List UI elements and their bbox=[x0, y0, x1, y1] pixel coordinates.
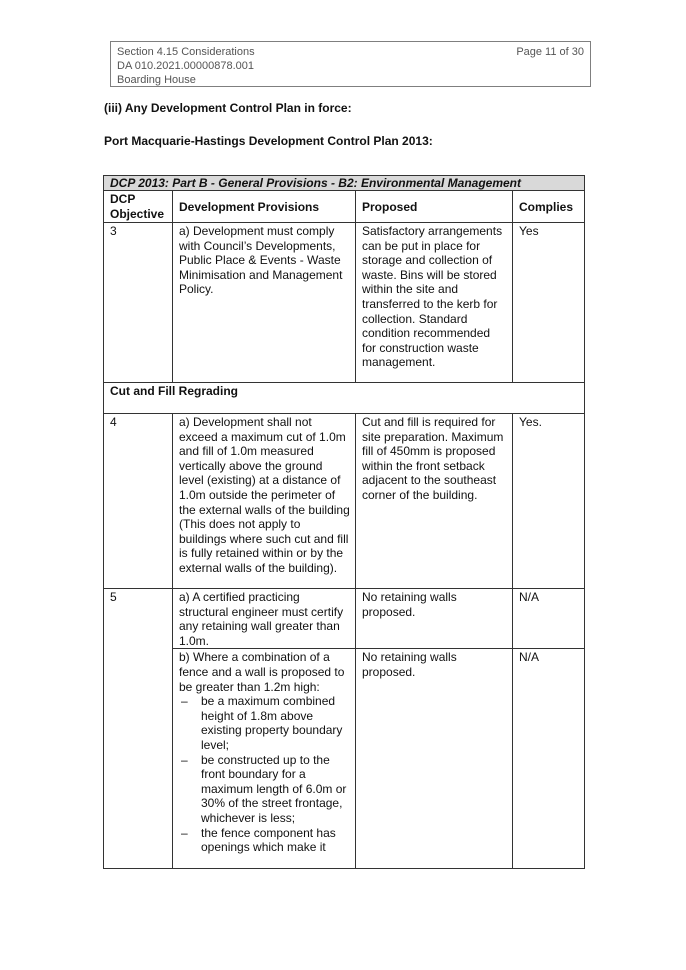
dash-marker: – bbox=[181, 752, 188, 767]
table-title: DCP 2013: Part B - General Provisions - B2: Environmental Management bbox=[104, 176, 585, 191]
complies-cell: N/A bbox=[513, 589, 585, 649]
dash-marker: – bbox=[181, 694, 188, 709]
table-header-row bbox=[104, 191, 585, 223]
provision-intro: b) Where a combination of a fence and a wall is proposed to be greater than 1.2m high: bbox=[179, 650, 345, 694]
complies-cell: Yes bbox=[513, 223, 585, 383]
list-item bbox=[179, 753, 350, 826]
objective-cell: 4 bbox=[104, 414, 173, 589]
col-header-proposed: Proposed bbox=[356, 191, 513, 223]
provision-cell: a) A certified practicing structural engineer must certify any retaining wall greater than 1.0m. bbox=[173, 589, 356, 649]
col-header-objective: DCP Objective bbox=[104, 191, 173, 223]
list-item-text: be constructed up to the front boundary for a maximum length of 6.0m or 30% of the street frontage, whichever is less; bbox=[201, 752, 347, 825]
objective-cell: 3 bbox=[104, 223, 173, 383]
list-item bbox=[179, 694, 350, 752]
provision-list bbox=[179, 694, 350, 855]
dcp-table bbox=[103, 175, 585, 869]
provision-cell: a) Development shall not exceed a maximum cut of 1.0m and fill of 1.0m measured vertically above the ground level (existing) at a distance of 1.0m outside the perimeter of the external walls of the building (This does not apply to buildings where such cut and fill is fully retained within or by the external walls of the building). bbox=[173, 414, 356, 589]
col-header-provisions: Development Provisions bbox=[173, 191, 356, 223]
header-development-type: Boarding House bbox=[117, 74, 196, 86]
section-heading-row bbox=[104, 383, 585, 414]
complies-cell: N/A bbox=[513, 649, 585, 869]
table-row bbox=[104, 649, 585, 869]
proposed-cell: Satisfactory arrangements can be put in place for storage and collection of waste. Bins will be stored within the site and transferred to the kerb for collection. Standard condition recommended for construction waste management. bbox=[356, 223, 513, 383]
section-heading: Cut and Fill Regrading bbox=[104, 383, 585, 414]
table-row bbox=[104, 589, 585, 649]
complies-cell: Yes. bbox=[513, 414, 585, 589]
header-section: Section 4.15 Considerations bbox=[117, 46, 255, 58]
col-header-complies: Complies bbox=[513, 191, 585, 223]
table-row bbox=[104, 414, 585, 589]
list-item bbox=[179, 826, 350, 855]
proposed-cell: No retaining walls proposed. bbox=[356, 589, 513, 649]
objective-cell: 5 bbox=[104, 589, 173, 869]
table-title-row bbox=[104, 176, 585, 191]
header-da-number: DA 010.2021.00000878.001 bbox=[117, 60, 255, 72]
header-page-number: Page 11 of 30 bbox=[516, 46, 584, 58]
heading-dcp-in-force: (iii) Any Development Control Plan in force: bbox=[104, 101, 352, 115]
list-item-text: the fence component has openings which make it bbox=[201, 825, 336, 855]
proposed-cell: Cut and fill is required for site preparation. Maximum fill of 450mm is proposed within the front setback adjacent to the southeast corner of the building. bbox=[356, 414, 513, 589]
list-item-text: be a maximum combined height of 1.8m above existing property boundary level; bbox=[201, 694, 343, 752]
table-row bbox=[104, 223, 585, 383]
provision-cell bbox=[173, 649, 356, 869]
dash-marker: – bbox=[181, 825, 188, 840]
heading-plan-name: Port Macquarie-Hastings Development Control Plan 2013: bbox=[104, 134, 433, 148]
provision-cell: a) Development must comply with Council’s Developments, Public Place & Events - Waste Minimisation and Management Policy. bbox=[173, 223, 356, 383]
page-header bbox=[110, 41, 591, 87]
proposed-cell: No retaining walls proposed. bbox=[356, 649, 513, 869]
